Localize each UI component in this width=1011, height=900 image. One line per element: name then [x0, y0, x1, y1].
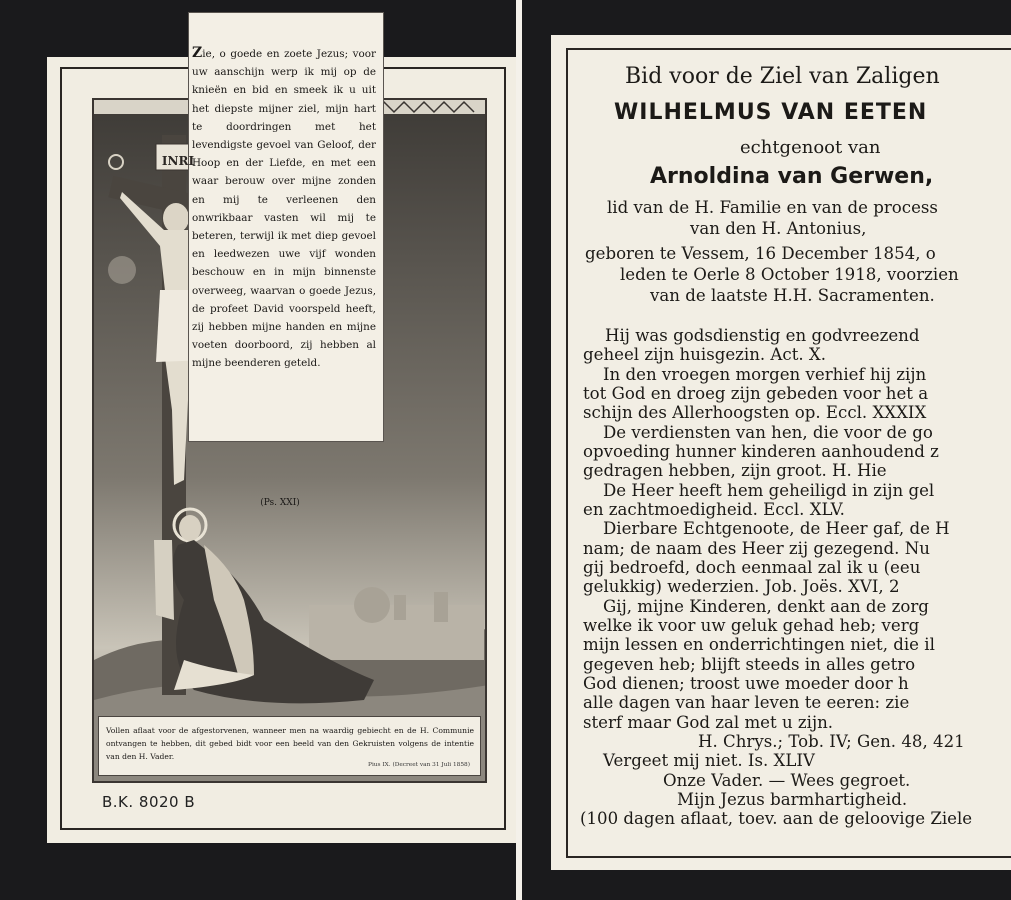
spouse-intro: echtgenoot van	[740, 137, 881, 158]
memorial-line: De verdiensten van hen, die voor de go	[603, 423, 933, 442]
prayer-initial: Z	[192, 45, 203, 61]
memorial-line: lid van de H. Familie en van de process	[607, 198, 938, 217]
memorial-line: schijn des Allerhoogsten op. Eccl. XXXIX	[583, 403, 927, 422]
memorial-line: Dierbare Echtgenoote, de Heer gaf, de H	[603, 519, 950, 538]
memorial-line: geheel zijn huisgezin. Act. X.	[583, 345, 827, 364]
prayer-heading: Bid voor de Ziel van Zaligen	[625, 64, 940, 89]
catalog-number: B.K. 8020 B	[102, 793, 196, 811]
memorial-line: nam; de naam des Heer zij gezegend. Nu	[583, 539, 930, 558]
memorial-line: Gij, mijne Kinderen, denkt aan de zorg	[603, 597, 929, 616]
memorial-line: God dienen; troost uwe moeder door h	[583, 674, 909, 693]
memorial-line: De Heer heeft hem geheiligd in zijn gel	[603, 481, 935, 500]
memorial-line: Hij was godsdienstig en godvreezend	[605, 326, 920, 345]
memorial-line: Onze Vader. — Wees gegroet.	[663, 771, 911, 790]
inri-text: INRI	[161, 154, 195, 168]
indulgence-reference: Pius IX. (Decreet van 31 Juli 1858)	[368, 762, 470, 768]
memorial-line: Vergeet mij niet. Is. XLIV	[603, 751, 815, 770]
indulgence-text: Vollen aflaat voor de afgestorvenen, wanneer men na waardig gebiecht en de H. Communie ontvangen te hebben, dit gebed bidt voor een beeld van den Gekruisten volgens de intentie van den H. Vader.	[106, 726, 474, 761]
psalm-reference: (Ps. XXI)	[260, 498, 300, 508]
memorial-line: gedragen hebben, zijn groot. H. Hie	[583, 461, 887, 480]
memorial-line: gelukkig) wederzien. Job. Joës. XVI, 2	[583, 577, 900, 596]
memorial-line: van de laatste H.H. Sacramenten.	[650, 286, 935, 305]
spouse-name: Arnoldina van Gerwen,	[650, 164, 934, 189]
memorial-line: geboren te Vessem, 16 December 1854, o	[585, 244, 936, 263]
deceased-name: WILHELMUS VAN EETEN	[614, 100, 928, 125]
memorial-line: van den H. Antonius,	[690, 219, 867, 238]
memorial-line: welke ik voor uw geluk gehad heb; verg	[583, 616, 920, 635]
prayer-body: ie, o goede en zoete Jezus; voor uw aanschijn werp ik mij op de knieën en bid en smeek ik u uit het diepste mijner ziel, mijn hart te doordringen met het levendigste gevoel van Geloof, der Hoop en der Liefde, en met een waar berouw over mijne zonden en mij te verleenen den onwrikbaar vasten wil mij te beteren, terwijl ik met diep gevoel en leedwezen uwe vijf wonden beschouw en in mijn binnenste overweeg, waarvan o goede Jezus, de profeet David voorspeld heeft, zij hebben mijne handen en mijne voeten doorboord, zij hebben al mijne beenderen geteld.	[192, 48, 376, 370]
memorial-line: H. Chrys.; Tob. IV; Gen. 48, 421	[698, 732, 965, 751]
inri-plaque	[161, 147, 195, 173]
memorial-line: alle dagen van haar leven te eeren: zie	[583, 693, 910, 712]
memorial-line: gegeven heb; blijft steeds in alles getro	[583, 655, 916, 674]
memorial-line: tot God en droeg zijn gebeden voor het a	[583, 384, 929, 403]
memorial-line: gij bedroefd, doch eenmaal zal ik u (eeu	[583, 558, 921, 577]
memorial-line: opvoeding hunner kinderen aanhoudend z	[583, 442, 939, 461]
memorial-line: sterf maar God zal met u zijn.	[583, 713, 834, 732]
memorial-line: en zachtmoedigheid. Eccl. XLV.	[583, 500, 845, 519]
memorial-line: (100 dagen aflaat, toev. aan de geloovige Ziele	[580, 809, 973, 828]
prayer-text	[192, 44, 376, 373]
memorial-line: mijn lessen en onderrichtingen niet, die il	[583, 635, 935, 654]
memorial-line: Mijn Jezus barmhartigheid.	[677, 790, 908, 809]
memorial-line: In den vroegen morgen verhief hij zijn	[603, 365, 927, 384]
memorial-line: leden te Oerle 8 October 1918, voorzien	[620, 265, 959, 284]
